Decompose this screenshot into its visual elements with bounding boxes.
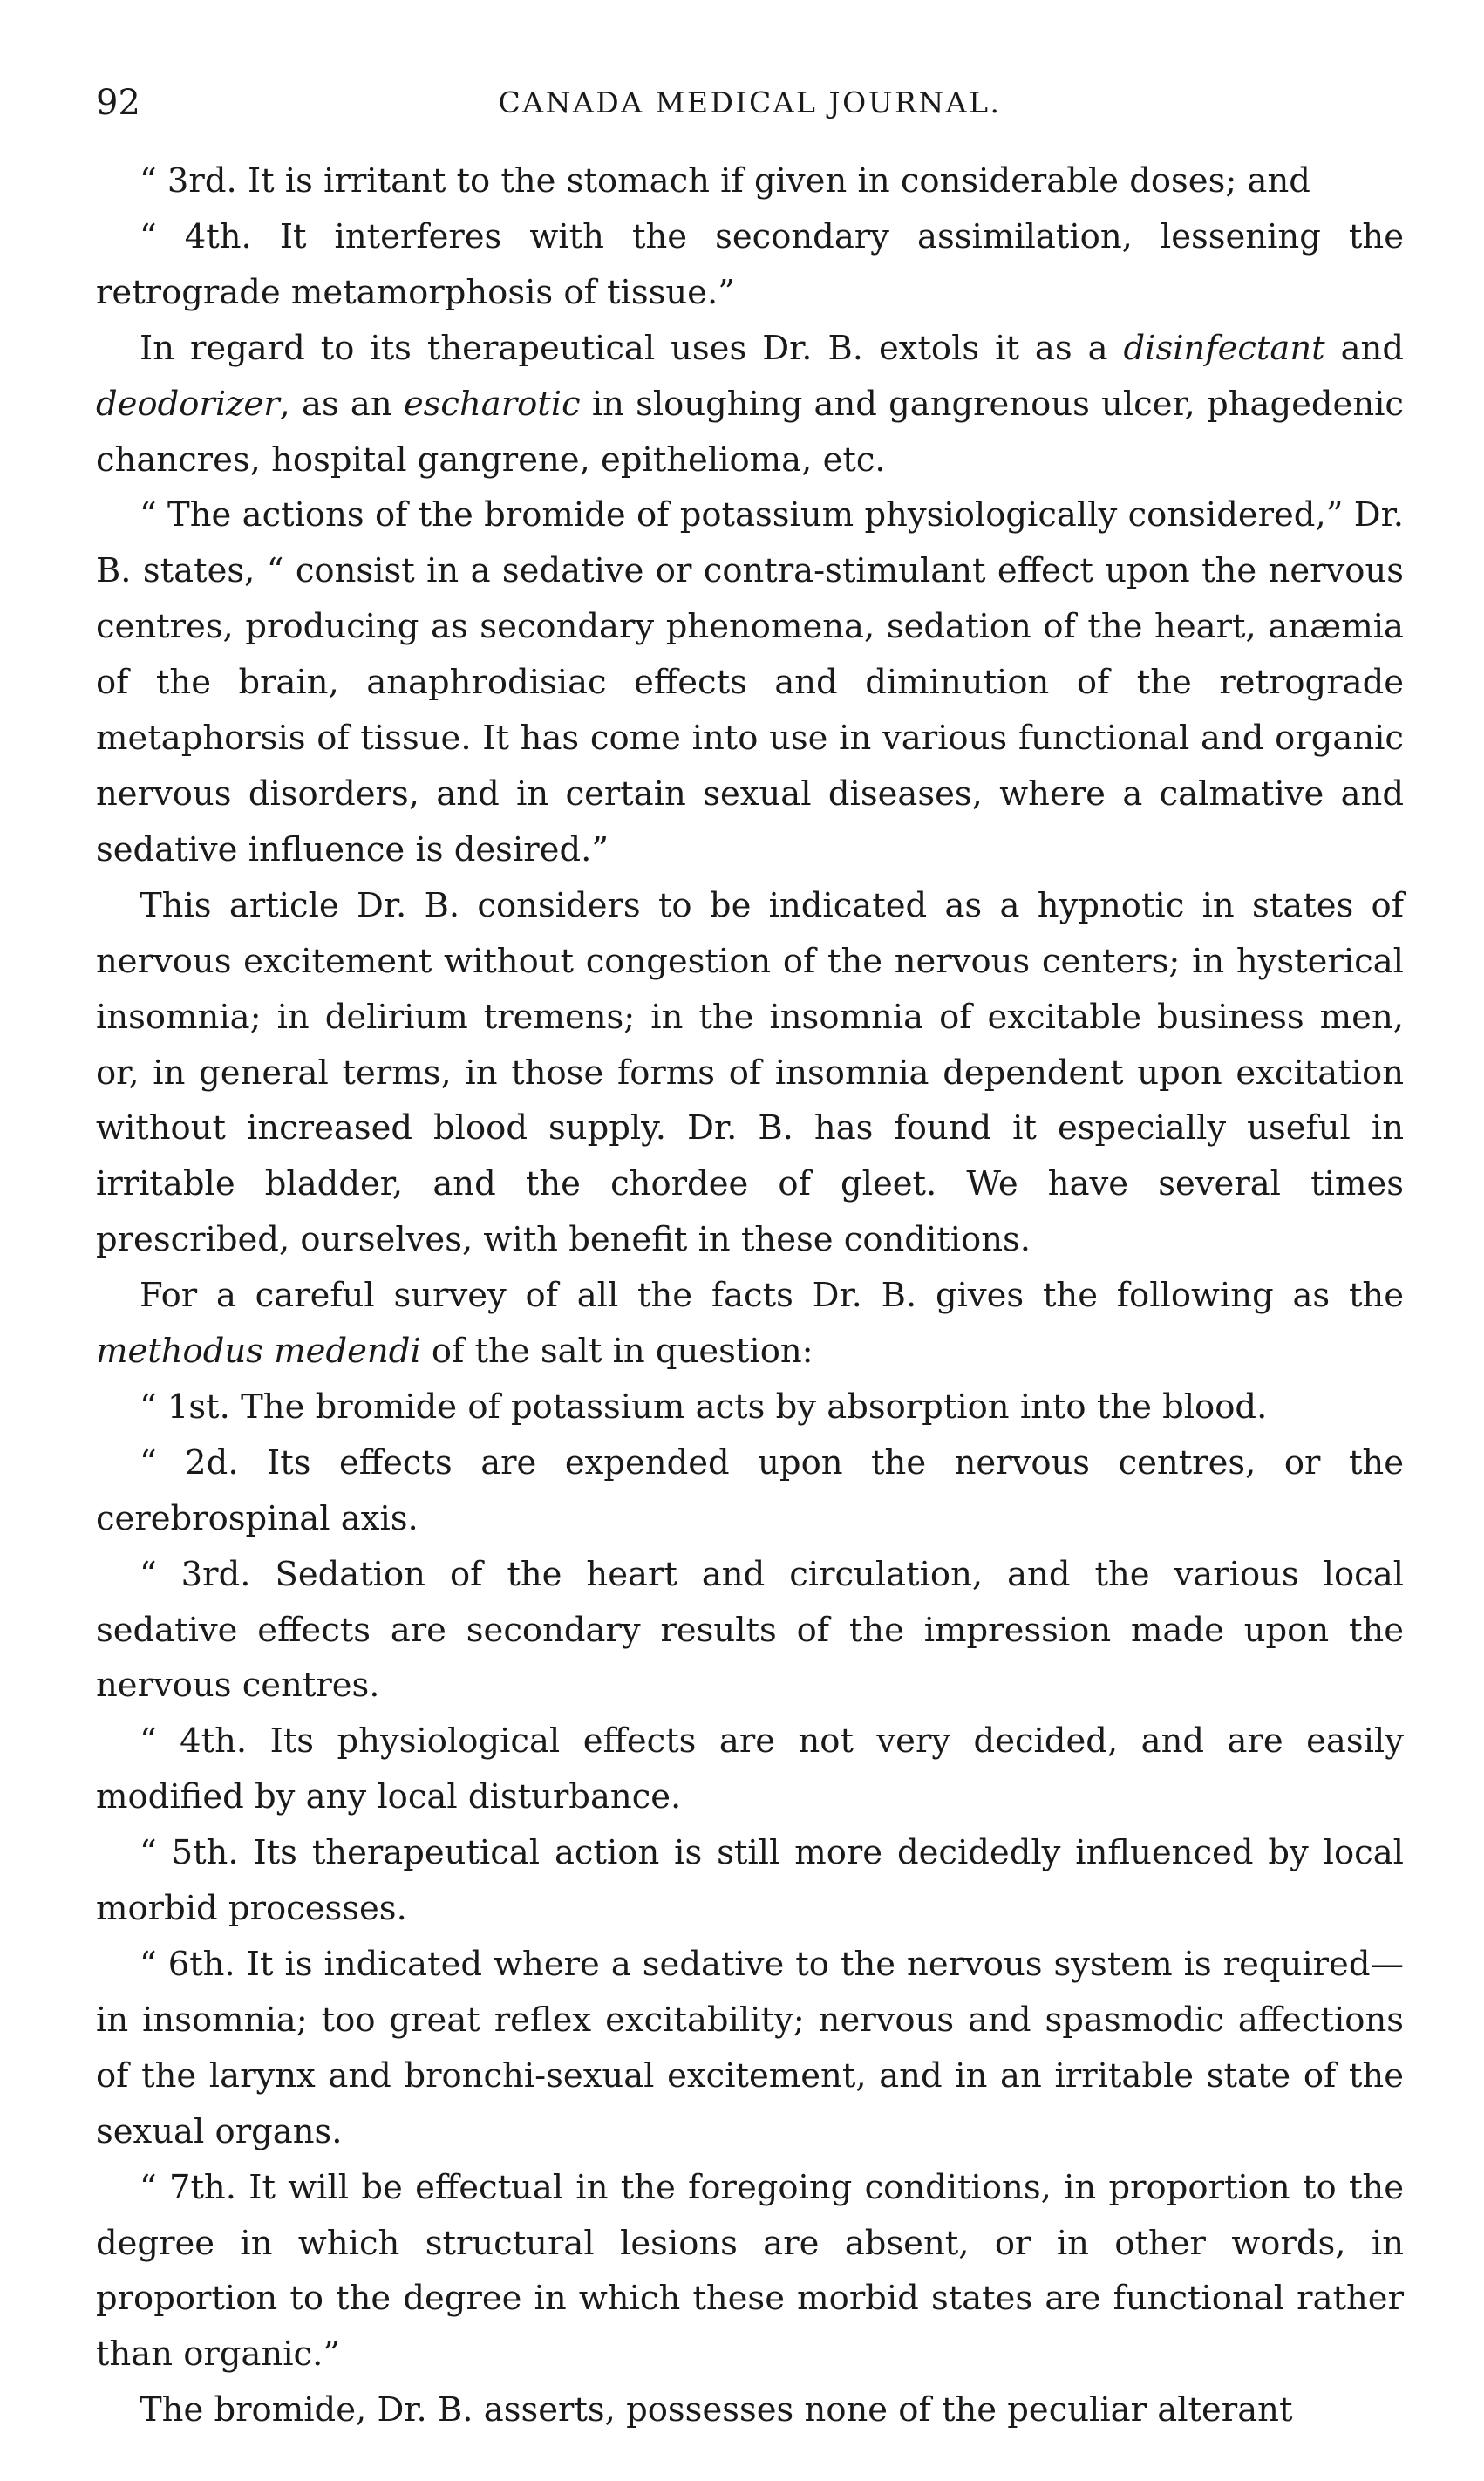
text-run: This article Dr. B. considers to be indicated as a hypnotic in states of nervous excitement without congestion of the nervous centers; in hysterical insomnia; in delirium tremens; in the insomnia of excitable business men, or, in general terms, in those forms of insomnia dependent upon excitation without increased blood supply. Dr. B. has found it especially useful in irritable bladder, and the chordee of gleet. We have several times prescribed, ourselves, with benefit in these conditions.	[96, 885, 1404, 1260]
italic-text: methodus medendi	[96, 1332, 421, 1372]
paragraph	[96, 878, 1404, 1268]
paragraph	[96, 153, 1404, 209]
italic-text: disinfectant	[1123, 328, 1325, 368]
text-run: “ 4th. It interferes with the secondary assimilation, lessening the retrograde metamorphosis of tissue.”	[96, 216, 1404, 312]
paragraph	[96, 2382, 1404, 2438]
italic-text: escharotic	[403, 384, 581, 424]
italic-text: deodorizer	[96, 384, 280, 424]
article-body	[96, 153, 1404, 2438]
text-run: “ 3rd. It is irritant to the stomach if given in considerable doses; and	[140, 161, 1310, 201]
paragraph	[96, 1435, 1404, 1547]
text-run: in sloughing and gangrenous ulcer, phagedenic chancres, hospital gangrene, epithelioma, etc.	[96, 384, 1404, 480]
paragraph	[96, 1825, 1404, 1937]
text-run: and	[1324, 328, 1404, 368]
text-run: The bromide, Dr. B. asserts, possesses none of the peculiar alterant	[140, 2390, 1293, 2430]
text-run: “ 7th. It will be effectual in the foregoing conditions, in proportion to the degree in which structural lesions are absent, or in other words, in proportion to the degree in which these morbid states are functional rather than organic.”	[96, 2167, 1404, 2375]
paragraph	[96, 209, 1404, 321]
page-number: 92	[96, 83, 140, 123]
paragraph	[96, 2160, 1404, 2383]
paragraph	[96, 1380, 1404, 1435]
paragraph	[96, 1937, 1404, 2160]
page-header	[96, 77, 1404, 129]
text-run: In regard to its therapeutical uses Dr. B. extols it as a	[140, 328, 1124, 368]
paragraph	[96, 321, 1404, 488]
running-head: CANADA MEDICAL JOURNAL.	[498, 85, 1002, 119]
text-run: , as an	[279, 384, 404, 424]
text-run: “ 1st. The bromide of potassium acts by absorption into the blood.	[140, 1387, 1268, 1427]
text-run: “ 6th. It is indicated where a sedative to the nervous system is required—in insomnia; too great reflex excitability; nervous and spasmodic affections of the larynx and bronchi-sexual excitement, and in an irritable state of the sexual organs.	[96, 1945, 1404, 2151]
text-run: “ 4th. Its physiological effects are not very decided, and are easily modified by any local disturbance.	[96, 1721, 1404, 1817]
paragraph	[96, 1714, 1404, 1825]
text-run: “ 5th. Its therapeutical action is still more decidedly influenced by local morbid processes.	[96, 1833, 1404, 1929]
paragraph	[96, 1268, 1404, 1380]
text-run: “ 2d. Its effects are expended upon the nervous centres, or the cerebrospinal axis.	[96, 1442, 1404, 1538]
paragraph	[96, 1547, 1404, 1714]
text-run: “ 3rd. Sedation of the heart and circulation, and the various local sedative effects are secondary results of the impression made upon the nervous centres.	[96, 1554, 1404, 1706]
text-run: “ The actions of the bromide of potassium physiologically considered,” Dr. B. states, “ consist in a sedative or contra-stimulant effect upon the nervous centres, producing as secondary phenomena, sedation of the heart, anæmia of the brain, anaphrodisiac effects and diminution of the retrograde metaphorsis of tissue. It has come into use in various functional and organic nervous disorders, and in certain sexual diseases, where a calmative and sedative influence is desired.”	[96, 495, 1404, 869]
text-run: For a careful survey of all the facts Dr. B. gives the following as the	[140, 1276, 1404, 1316]
text-run: of the salt in question:	[420, 1332, 813, 1372]
paragraph	[96, 487, 1404, 877]
